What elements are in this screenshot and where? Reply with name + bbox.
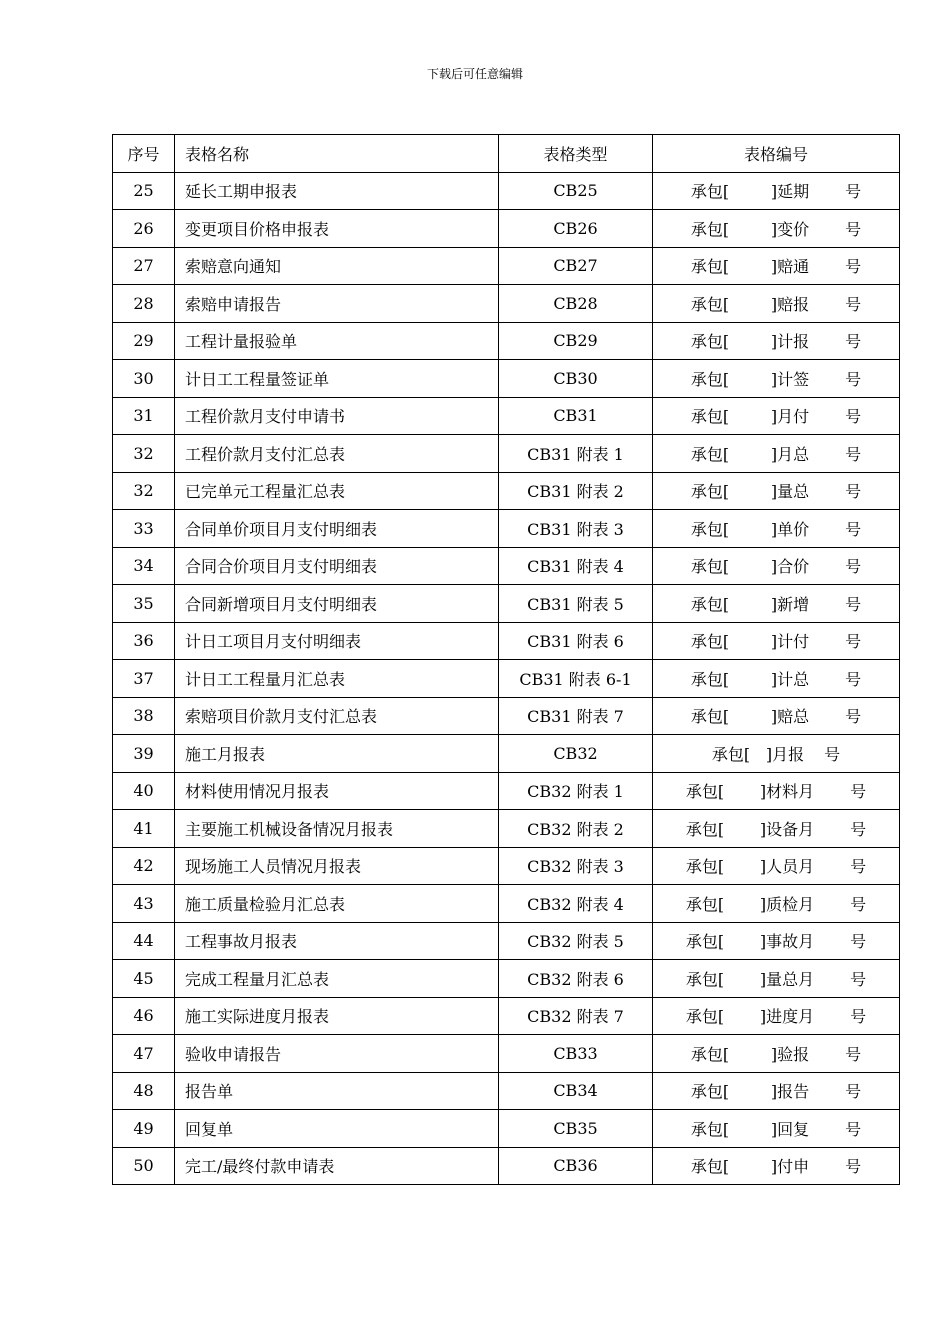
row-form-type: CB32 附表 4 [499,885,653,923]
code-suffix: 号 [845,482,862,502]
table-row [113,885,900,923]
row-form-name: 验收申请报告 [175,1035,499,1073]
code-bracket-close: ] [759,1007,767,1027]
code-abbreviation: 计报 [777,332,810,352]
row-form-type: CB31 附表 5 [499,585,653,623]
table-row [113,772,900,810]
code-suffix: 号 [850,857,867,877]
code-prefix: 承包[ [690,219,730,239]
code-bracket-close: ] [770,444,778,464]
table-row [113,1110,900,1148]
code-abbreviation: 合价 [777,557,810,577]
code-bracket-close: ] [770,257,778,277]
row-form-name: 工程计量报验单 [175,322,499,360]
row-form-name: 索赔项目价款月支付汇总表 [175,697,499,735]
code-bracket-close: ] [770,707,778,727]
code-bracket-close: ] [770,1044,778,1064]
code-bracket-close: ] [770,519,778,539]
code-bracket-close: ] [770,1119,778,1139]
table-row [113,435,900,473]
code-abbreviation: 延期 [777,182,810,202]
row-form-name: 合同单价项目月支付明细表 [175,510,499,548]
row-form-name: 计日工工程量月汇总表 [175,660,499,698]
code-bracket-close: ] [759,969,767,989]
code-suffix: 号 [850,969,867,989]
col-header-no: 序号 [113,135,175,173]
row-number: 26 [113,210,175,248]
code-abbreviation: 付申 [777,1157,810,1177]
table-header-row [113,135,900,173]
table-row [113,1147,900,1185]
row-form-type: CB35 [499,1110,653,1148]
code-prefix: 承包[ [690,669,730,689]
code-prefix: 承包[ [690,444,730,464]
row-form-type: CB32 附表 2 [499,810,653,848]
row-number: 42 [113,847,175,885]
code-suffix: 号 [850,782,867,802]
code-prefix: 承包[ [685,782,725,802]
row-number: 33 [113,510,175,548]
table-row [113,810,900,848]
code-abbreviation: 回复 [777,1119,810,1139]
code-abbreviation: 赔通 [777,257,810,277]
code-prefix: 承包[ [690,707,730,727]
table-row [113,547,900,585]
row-form-name: 回复单 [175,1110,499,1148]
code-suffix: 号 [845,707,862,727]
row-form-type: CB36 [499,1147,653,1185]
row-number: 34 [113,547,175,585]
row-form-name: 工程价款月支付申请书 [175,397,499,435]
row-form-name: 计日工工程量签证单 [175,360,499,398]
row-form-name: 合同合价项目月支付明细表 [175,547,499,585]
col-header-type: 表格类型 [499,135,653,173]
row-form-code [653,435,900,473]
row-number: 43 [113,885,175,923]
row-form-type: CB32 附表 6 [499,960,653,998]
code-prefix: 承包[ [690,182,730,202]
table-row [113,472,900,510]
code-bracket-close: ] [770,1157,778,1177]
row-form-type: CB31 附表 3 [499,510,653,548]
code-bracket-close: ] [770,632,778,652]
code-suffix: 号 [845,1082,862,1102]
code-bracket-close: ] [759,782,767,802]
row-form-code [653,360,900,398]
code-prefix: 承包[ [685,969,725,989]
code-prefix: 承包[ [690,632,730,652]
code-prefix: 承包[ [690,257,730,277]
code-abbreviation: 计付 [777,632,810,652]
row-form-name: 主要施工机械设备情况月报表 [175,810,499,848]
row-form-type: CB32 附表 5 [499,922,653,960]
row-form-type: CB34 [499,1072,653,1110]
row-form-name: 完工/最终付款申请表 [175,1147,499,1185]
row-number: 25 [113,172,175,210]
table-row [113,1035,900,1073]
code-prefix: 承包[ [685,1007,725,1027]
code-bracket-close: ] [759,894,767,914]
table-row [113,247,900,285]
row-form-code [653,997,900,1035]
code-suffix: 号 [850,894,867,914]
row-form-type: CB33 [499,1035,653,1073]
row-number: 44 [113,922,175,960]
row-form-name: 材料使用情况月报表 [175,772,499,810]
row-form-name: 索赔意向通知 [175,247,499,285]
row-number: 39 [113,735,175,773]
row-form-type: CB32 附表 7 [499,997,653,1035]
table-row [113,847,900,885]
code-bracket-close: ] [770,407,778,427]
code-bracket-close: ] [770,219,778,239]
row-form-code [653,1035,900,1073]
forms-table [112,134,900,1185]
code-bracket-close: ] [770,557,778,577]
table-row [113,210,900,248]
code-suffix: 号 [850,819,867,839]
row-form-name: 现场施工人员情况月报表 [175,847,499,885]
table-row [113,922,900,960]
row-form-code [653,510,900,548]
code-suffix: 号 [850,1007,867,1027]
code-bracket-close: ] [759,819,767,839]
row-form-code [653,772,900,810]
row-number: 30 [113,360,175,398]
code-suffix: 号 [845,519,862,539]
code-abbreviation: 变价 [777,219,810,239]
code-prefix: 承包[ [685,932,725,952]
row-form-type: CB31 附表 6 [499,622,653,660]
code-prefix: 承包[ [690,594,730,614]
row-form-type: CB31 附表 7 [499,697,653,735]
code-prefix: 承包[ [690,332,730,352]
row-form-type: CB31 附表 2 [499,472,653,510]
code-suffix: 号 [845,594,862,614]
row-form-name: 施工质量检验月汇总表 [175,885,499,923]
code-abbreviation: 量总月 [766,969,815,989]
code-prefix: 承包[ [685,894,725,914]
row-number: 48 [113,1072,175,1110]
code-bracket-close: ] [759,932,767,952]
table-row [113,660,900,698]
code-prefix: 承包[ [690,1044,730,1064]
code-suffix: 号 [845,1044,862,1064]
row-number: 46 [113,997,175,1035]
table-row [113,360,900,398]
code-prefix: 承包[ [690,1082,730,1102]
code-abbreviation: 质检月 [766,894,815,914]
code-bracket-close: ] [765,744,773,764]
code-prefix: 承包[ [690,519,730,539]
row-form-type: CB27 [499,247,653,285]
code-suffix: 号 [845,369,862,389]
row-number: 32 [113,472,175,510]
code-suffix: 号 [845,182,862,202]
code-prefix: 承包[ [690,407,730,427]
row-form-name: 工程价款月支付汇总表 [175,435,499,473]
row-number: 32 [113,435,175,473]
code-prefix: 承包[ [685,819,725,839]
code-prefix: 承包[ [690,1119,730,1139]
code-suffix: 号 [845,294,862,314]
code-suffix: 号 [845,257,862,277]
row-form-name: 已完单元工程量汇总表 [175,472,499,510]
row-form-code [653,172,900,210]
row-form-type: CB32 [499,735,653,773]
row-form-code [653,697,900,735]
row-form-code [653,735,900,773]
row-number: 35 [113,585,175,623]
code-suffix: 号 [845,1119,862,1139]
code-abbreviation: 赔报 [777,294,810,314]
row-form-code [653,1110,900,1148]
row-number: 45 [113,960,175,998]
code-suffix: 号 [845,407,862,427]
row-form-code [653,210,900,248]
row-form-type: CB25 [499,172,653,210]
code-bracket-close: ] [770,1082,778,1102]
page-header: 下载后可任意编辑 [426,67,523,81]
table-row [113,735,900,773]
code-bracket-close: ] [770,482,778,502]
row-form-type: CB32 附表 3 [499,847,653,885]
row-form-code [653,960,900,998]
row-form-type: CB31 附表 1 [499,435,653,473]
row-form-code [653,1072,900,1110]
code-suffix: 号 [845,669,862,689]
code-bracket-close: ] [770,669,778,689]
row-form-type: CB31 [499,397,653,435]
code-abbreviation: 月报 [772,744,805,764]
table-row [113,1072,900,1110]
code-suffix: 号 [845,444,862,464]
row-form-code [653,847,900,885]
row-form-name: 施工月报表 [175,735,499,773]
row-number: 37 [113,660,175,698]
code-abbreviation: 材料月 [766,782,815,802]
code-abbreviation: 赔总 [777,707,810,727]
row-form-name: 延长工期申报表 [175,172,499,210]
code-bracket-close: ] [759,857,767,877]
col-header-name: 表格名称 [175,135,499,173]
table-row [113,397,900,435]
code-suffix: 号 [845,1157,862,1177]
code-abbreviation: 人员月 [766,857,815,877]
row-number: 38 [113,697,175,735]
code-abbreviation: 计总 [777,669,810,689]
code-abbreviation: 进度月 [766,1007,815,1027]
row-form-name: 索赔申请报告 [175,285,499,323]
row-form-code [653,285,900,323]
row-form-name: 施工实际进度月报表 [175,997,499,1035]
code-bracket-close: ] [770,594,778,614]
row-number: 40 [113,772,175,810]
code-prefix: 承包[ [690,294,730,314]
row-form-code [653,472,900,510]
row-form-code [653,1147,900,1185]
code-suffix: 号 [824,744,841,764]
row-form-type: CB31 附表 4 [499,547,653,585]
table-row [113,697,900,735]
row-number: 47 [113,1035,175,1073]
row-form-type: CB28 [499,285,653,323]
code-suffix: 号 [845,219,862,239]
table-row [113,997,900,1035]
code-prefix: 承包[ [711,744,751,764]
code-prefix: 承包[ [690,557,730,577]
table-row [113,285,900,323]
code-bracket-close: ] [770,332,778,352]
code-bracket-close: ] [770,369,778,389]
row-form-code [653,322,900,360]
code-abbreviation: 计签 [777,369,810,389]
code-prefix: 承包[ [690,482,730,502]
row-form-code [653,585,900,623]
row-form-type: CB32 附表 1 [499,772,653,810]
row-form-name: 报告单 [175,1072,499,1110]
row-form-code [653,922,900,960]
row-number: 41 [113,810,175,848]
code-prefix: 承包[ [690,1157,730,1177]
row-form-name: 计日工项目月支付明细表 [175,622,499,660]
code-abbreviation: 报告 [777,1082,810,1102]
code-abbreviation: 月总 [777,444,810,464]
code-bracket-close: ] [770,182,778,202]
code-abbreviation: 单价 [777,519,810,539]
row-form-code [653,547,900,585]
row-form-type: CB30 [499,360,653,398]
row-number: 36 [113,622,175,660]
row-form-name: 变更项目价格申报表 [175,210,499,248]
row-form-code [653,622,900,660]
row-form-type: CB31 附表 6-1 [499,660,653,698]
table-row [113,510,900,548]
table-row [113,960,900,998]
code-abbreviation: 验报 [777,1044,810,1064]
code-bracket-close: ] [770,294,778,314]
row-form-code [653,660,900,698]
code-abbreviation: 月付 [777,407,810,427]
table-row [113,622,900,660]
table-row [113,322,900,360]
code-suffix: 号 [845,332,862,352]
code-abbreviation: 事故月 [766,932,815,952]
col-header-code: 表格编号 [653,135,900,173]
code-abbreviation: 量总 [777,482,810,502]
row-form-type: CB26 [499,210,653,248]
row-form-type: CB29 [499,322,653,360]
row-form-code [653,810,900,848]
code-abbreviation: 新增 [777,594,810,614]
row-form-name: 合同新增项目月支付明细表 [175,585,499,623]
code-suffix: 号 [845,557,862,577]
row-form-name: 完成工程量月汇总表 [175,960,499,998]
code-suffix: 号 [845,632,862,652]
table-row [113,585,900,623]
row-form-code [653,397,900,435]
code-prefix: 承包[ [690,369,730,389]
code-abbreviation: 设备月 [766,819,815,839]
table-row [113,172,900,210]
row-number: 49 [113,1110,175,1148]
row-number: 31 [113,397,175,435]
row-form-code [653,247,900,285]
row-number: 50 [113,1147,175,1185]
row-number: 27 [113,247,175,285]
row-number: 29 [113,322,175,360]
code-prefix: 承包[ [685,857,725,877]
row-form-code [653,885,900,923]
row-number: 28 [113,285,175,323]
row-form-name: 工程事故月报表 [175,922,499,960]
code-suffix: 号 [850,932,867,952]
